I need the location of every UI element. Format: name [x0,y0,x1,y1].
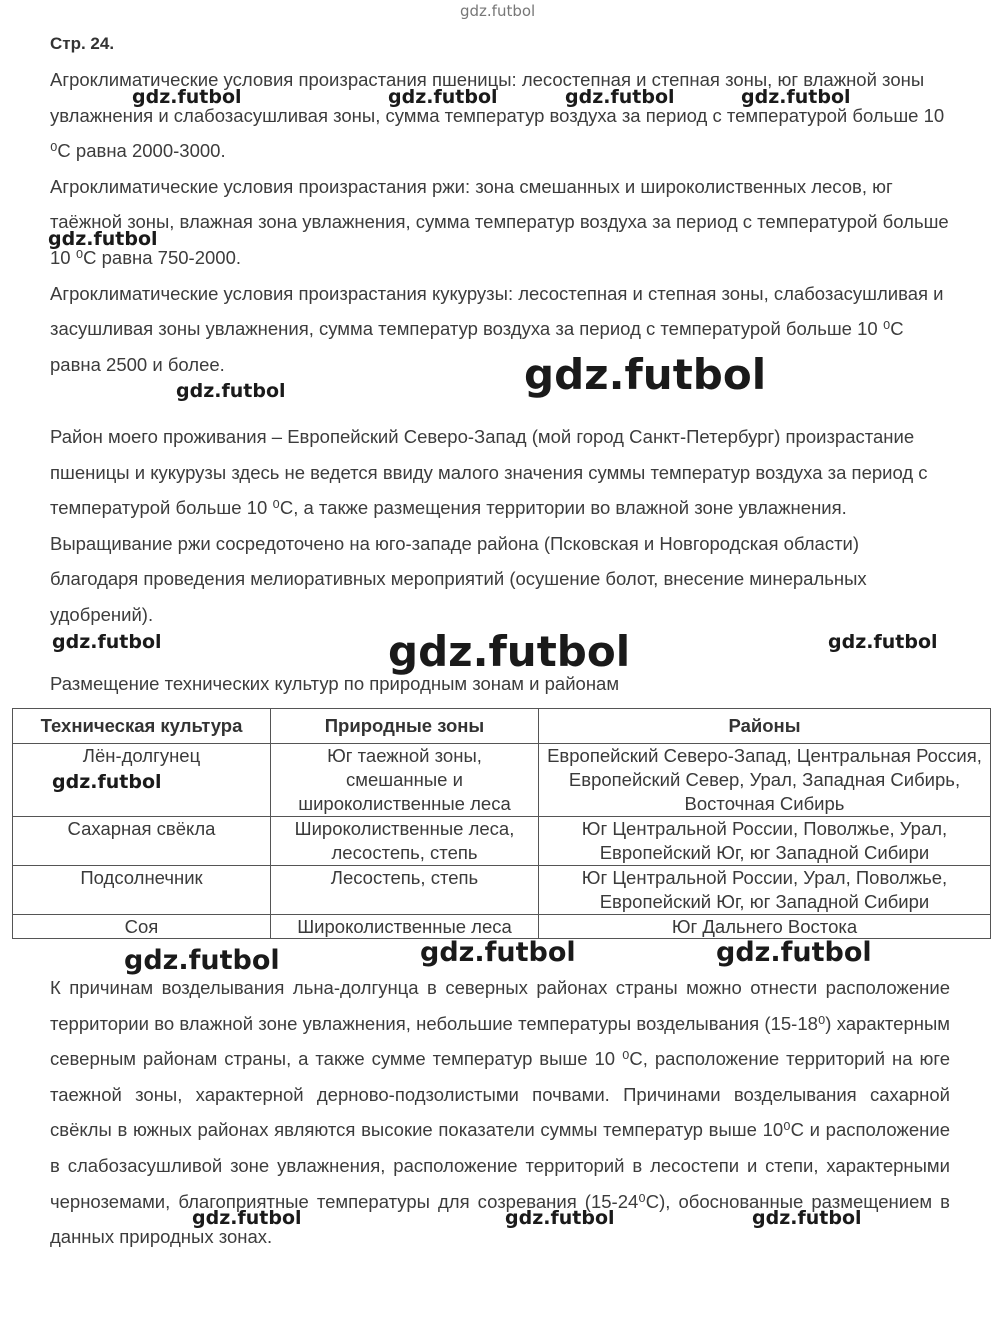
watermark: gdz.futbol [716,937,872,968]
cell-zones: Широколиственные леса, лесостепь, степь [271,817,539,866]
watermark: gdz.futbol [505,1207,615,1229]
intro-section [50,62,950,382]
cell-zones: Лесостепь, степь [271,866,539,915]
table-row [13,744,991,817]
watermark: gdz.futbol [460,2,536,20]
watermark: gdz.futbol [52,631,162,653]
cell-crop: Подсолнечник [13,866,271,915]
crops-table [12,708,991,939]
table-row [13,866,991,915]
watermark: gdz.futbol [524,350,767,399]
cell-regions: Юг Центральной России, Урал, Поволжье, Европейский Юг, юг Западной Сибири [539,866,991,915]
header-regions: Районы [539,709,991,744]
cell-zones: Широколиственные леса [271,915,539,939]
page-title: Стр. 24. [50,34,115,53]
header-crop: Техническая культура [13,709,271,744]
cell-regions: Европейский Северо-Запад, Центральная Россия, Европейский Север, Урал, Западная Сибирь, Восточная Сибирь [539,744,991,817]
table-caption: Размещение технических культур по природным зонам и районам [50,673,620,694]
watermark: gdz.futbol [52,771,162,793]
region-section [50,419,950,633]
watermark: gdz.futbol [192,1207,302,1229]
watermark: gdz.futbol [388,86,498,108]
corn-paragraph: Агроклиматические условия произрастания кукурузы: лесостепная и степная зоны, слабозасушливая и засушливая зоны увлажнения, сумма температур воздуха за период с температурой больше 10 ⁰С равна 2500 и более. [50,282,944,375]
cell-crop: Лён-долгунец [13,744,271,817]
watermark: gdz.futbol [176,380,286,402]
table-header-row [13,709,991,744]
watermark: gdz.futbol [565,86,675,108]
watermark: gdz.futbol [48,228,158,250]
cell-zones: Юг таежной зоны, смешанные и широколиственные леса [271,744,539,817]
cell-regions: Юг Дальнего Востока [539,915,991,939]
watermark: gdz.futbol [741,86,851,108]
conclusion-section [50,970,950,1255]
conclusion-paragraph: К причинам возделывания льна-долгунца в северных районах страны можно отнести расположение территории во влажной зоне увлажнения, небольшие температуры возделывания (15-18⁰) характерным северным районам страны, а также сумме температур выше 10 ⁰С, расположение территорий на юге таежной зоны, характерной дерново-подзолистыми почвами. Причинами возделывания сахарной свёклы в южных районах являются высокие показатели суммы температур выше 10⁰С и расположение в слабозасушливой зоне увлажнения, расположение территорий в лесостепи и степи, характерными черноземами, благоприятные температуры для созревания (15-24⁰С), обоснованные размещением в данных природных зонах. [50,977,950,1248]
watermark: gdz.futbol [124,945,280,976]
region-paragraph: Район моего проживания – Европейский Северо-Запад (мой город Санкт-Петербург) произрастание пшеницы и кукурузы здесь не ведется ввиду малого значения суммы температур воздуха за период с температурой больше 10 ⁰С, а также размещения территории во влажной зоне увлажнения. Выращивание ржи сосредоточено на юго-западе района (Псковская и Новгородская области) благодаря проведения мелиоративных мероприятий (осушение болот, внесение минеральных удобрений). [50,426,928,625]
watermark: gdz.futbol [828,631,938,653]
table-row [13,915,991,939]
wheat-paragraph: Агроклиматические условия произрастания пшеницы: лесостепная и степная зоны, юг влажной зоны увлажнения и слабозасушливая зоны, сумма температур воздуха за период с температурой больше 10 ⁰С равна 2000-3000. [50,69,945,162]
watermark: gdz.futbol [132,86,242,108]
rye-paragraph: Агроклиматические условия произрастания ржи: зона смешанных и широколиственных лесов, юг таёжной зоны, влажная зона увлажнения, сумма температур воздуха за период с температурой больше 10 ⁰С равна 750-2000. [50,175,949,268]
header-zones: Природные зоны [271,709,539,744]
table-row [13,817,991,866]
cell-regions: Юг Центральной России, Поволжье, Урал, Европейский Юг, юг Западной Сибири [539,817,991,866]
cell-crop: Сахарная свёкла [13,817,271,866]
cell-crop: Соя [13,915,271,939]
watermark: gdz.futbol [752,1207,862,1229]
watermark: gdz.futbol [420,937,576,968]
watermark: gdz.futbol [388,627,631,676]
